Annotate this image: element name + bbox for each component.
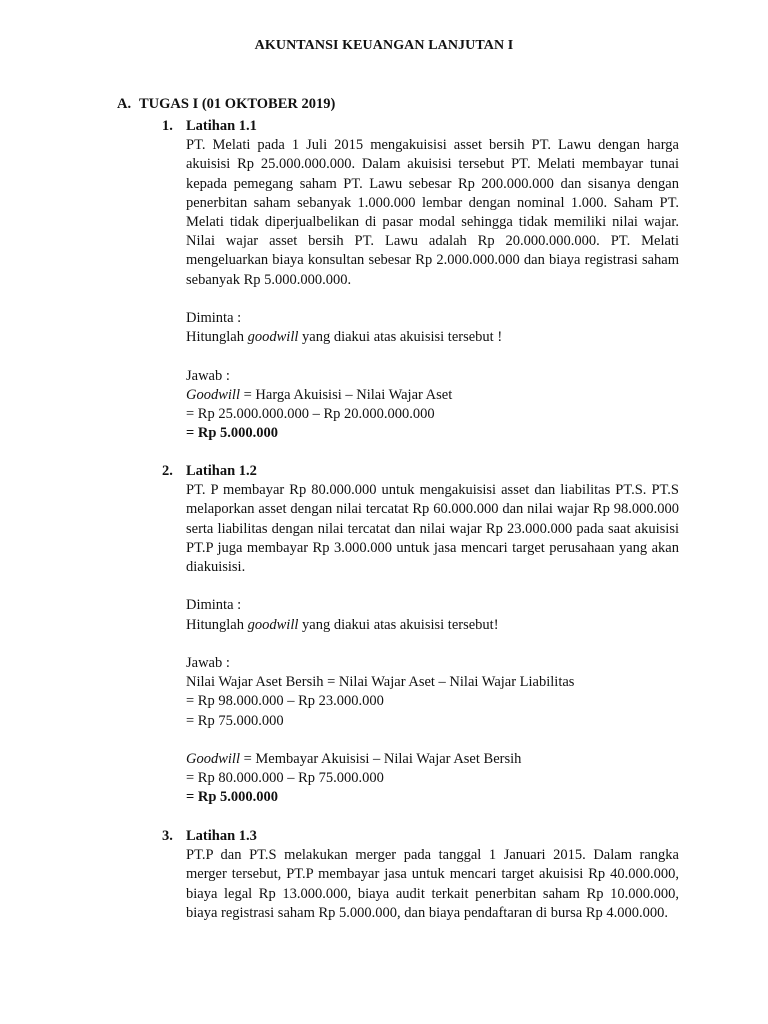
formula-term: Goodwill bbox=[186, 386, 240, 403]
diminta-label: Diminta : bbox=[186, 310, 242, 327]
section-marker: A. bbox=[117, 96, 132, 112]
section-label: TUGAS I (01 OKTOBER 2019) bbox=[139, 96, 336, 112]
formula-line bbox=[186, 386, 679, 405]
jawab-label: Jawab : bbox=[186, 655, 230, 671]
problem-text: PT. Melati pada 1 Juli 2015 mengakuisisi asset bersih PT. Lawu dengan harga akuisisi Rp 25.000.000.000. Dalam akuisisi tersebut PT. Melati membayar tunai kepada pemegang saham PT. Lawu sebesar Rp 200.000.000 dan sisanya dengan penerbitan saham sebanyak 1.000.000 lembar dengan nominal 1.000. Saham PT. Melati tidak diperjualbelikan di pasar modal sehingga tidak memiliki nilai wajar. Nilai wajar asset bersih PT. Lawu adalah Rp 20.000.000.000. PT. Melati mengeluarkan biaya konsultan sebesar Rp 2.000.000.000 dan biaya registrasi saham sebanyak Rp 5.000.000.000. bbox=[186, 137, 679, 288]
exercise-number: 3. bbox=[162, 828, 173, 844]
exercise-heading bbox=[162, 117, 679, 136]
net-formula-line: Nilai Wajar Aset Bersih = Nilai Wajar Aset – Nilai Wajar Liabilitas bbox=[186, 674, 575, 691]
result-line: = Rp 5.000.000 bbox=[186, 425, 279, 442]
diminta-label: Diminta : bbox=[186, 597, 242, 614]
question-text bbox=[186, 616, 679, 635]
exercise-1 bbox=[162, 117, 679, 443]
result-line: = Rp 5.000.000 bbox=[186, 789, 279, 806]
formula-term: Goodwill bbox=[186, 751, 240, 767]
exercise-title: Latihan 1.1 bbox=[186, 118, 257, 134]
document-title: AKUNTANSI KEUANGAN LANJUTAN I bbox=[254, 38, 514, 53]
exercise-heading bbox=[162, 462, 679, 481]
exercise-body bbox=[186, 846, 679, 923]
problem-text: PT. P membayar Rp 80.000.000 untuk mengakuisisi asset dan liabilitas PT.S. PT.S melaporkan asset dengan nilai tercatat Rp 60.000.000 dan nilai wajar Rp 98.000.000 serta liabilitas dengan nilai tercatat dan nilai wajar Rp 23.000.000 pada saat akuisisi PT.P juga membayar Rp 3.000.000 untuk jasa mencari target perusahaan yang akan diakuisisi. bbox=[186, 482, 679, 576]
net-calc-line: = Rp 98.000.000 – Rp 23.000.000 bbox=[186, 693, 384, 710]
question-suffix: yang diakui atas akuisisi tersebut! bbox=[298, 616, 499, 633]
jawab-label: Jawab : bbox=[186, 367, 230, 384]
exercise-title: Latihan 1.2 bbox=[186, 463, 257, 479]
section-heading bbox=[117, 96, 335, 113]
question-prefix: Hitunglah bbox=[186, 329, 248, 346]
exercise-heading bbox=[162, 827, 679, 846]
question-prefix: Hitunglah bbox=[186, 616, 248, 633]
calc-line: = Rp 80.000.000 – Rp 75.000.000 bbox=[186, 770, 384, 787]
question-term: goodwill bbox=[247, 329, 299, 346]
formula-rest: = Harga Akuisisi – Nilai Wajar Aset bbox=[239, 386, 453, 403]
exercise-number: 2. bbox=[162, 463, 173, 479]
question-text bbox=[186, 328, 679, 347]
question-suffix: yang diakui atas akuisisi tersebut ! bbox=[298, 329, 503, 346]
exercise-body bbox=[186, 481, 679, 807]
exercise-title: Latihan 1.3 bbox=[186, 828, 257, 844]
exercise-number: 1. bbox=[162, 118, 173, 134]
exercise-2 bbox=[162, 462, 679, 808]
formula-rest: = Membayar Akuisisi – Nilai Wajar Aset Bersih bbox=[239, 751, 522, 767]
problem-text: PT.P dan PT.S melakukan merger pada tanggal 1 Januari 2015. Dalam rangka merger tersebut, PT.P membayar jasa untuk mencari target akuisisi Rp 40.000.000, biaya legal Rp 13.000.000, biaya audit terkait penerbitan saham Rp 10.000.000, biaya registrasi saham Rp 5.000.000, dan biaya pendaftaran di bursa Rp 4.000.000. bbox=[186, 847, 679, 921]
exercise-body bbox=[186, 136, 679, 443]
question-term: goodwill bbox=[247, 616, 299, 633]
calc-line: = Rp 25.000.000.000 – Rp 20.000.000.000 bbox=[186, 406, 435, 423]
net-result-line: = Rp 75.000.000 bbox=[186, 712, 284, 729]
exercise-3 bbox=[162, 827, 679, 923]
formula-line bbox=[186, 750, 679, 769]
